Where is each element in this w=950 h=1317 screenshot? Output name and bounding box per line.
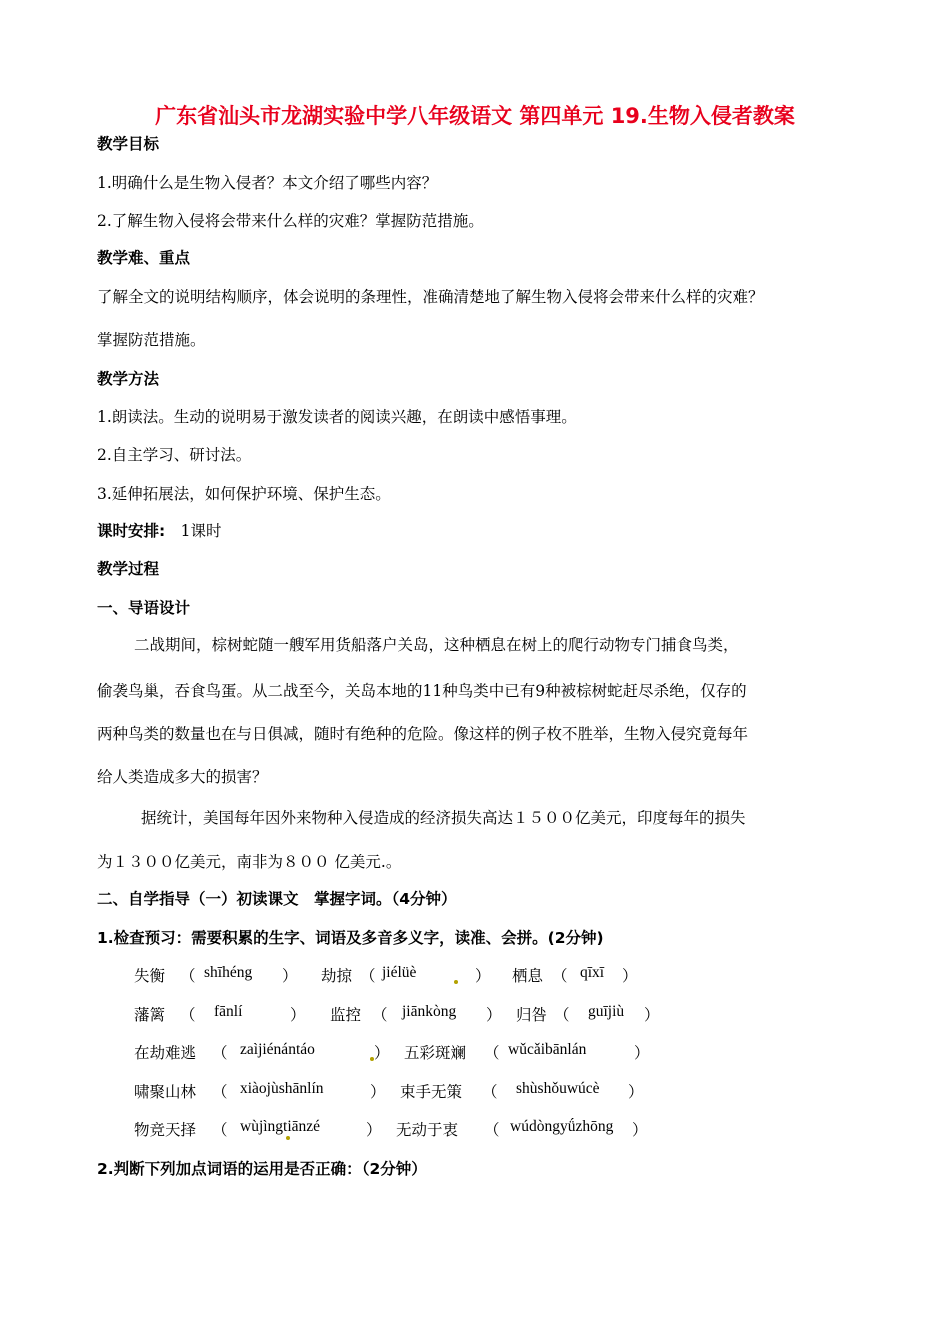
method-item-2: 2.自主学习、研讨法。 [97,446,252,464]
schedule-line [97,519,221,541]
vocab-word: 物竞天择 [134,1121,197,1139]
vocab-pinyin: jiélüè [382,964,417,981]
vocab-word: 五彩斑斓 [404,1044,467,1062]
vocab-pinyin: qīxī [580,964,605,981]
method-item-1: 1.朗读法。生动的说明易于激发读者的阅读兴趣，在朗读中感悟事理。 [97,408,577,426]
vocab-pinyin: xiàojùshānlín [240,1080,324,1097]
task-2-heading [97,1157,427,1179]
vocab-word: 藩篱 [134,1006,166,1024]
vocab-pinyin: wǔcǎibānlán [508,1041,587,1058]
document-page: 广东省汕头市龙湖实验中学八年级语文 第四单元 19.生物入侵者教案 教学目标 1.明确什么是生物入侵者？本文介绍了哪些内容？ 2.了解生物入侵将会带来什么样的灾难？掌握防范措施。 教学难、重点 了解全文的说明结构顺序，体会说明的条理性，准确清楚地了解生物入侵将会带来什么样的灾难？ 掌握防范措施。 教学方法 1.朗读法。生动的说明易于激发读者的阅读兴趣，在朗读中感悟事理。 2.自主学习、研讨法。 3.延伸拓展法，如何保护环境、保护生态。 课时安排: 1课时 教学过程 一、导语设计 二战期间，棕树蛇随一艘军用货船落户关岛，这种栖息在树上的爬行动物专门捕食鸟类， 偷袭鸟巢，吞食鸟蛋。从二战至今，关岛本地的11种鸟类中已有9种被棕树蛇赶尽杀绝，仅存的 两种鸟类的数量也在与日俱减，随时有绝种的危险。像这样的例子枚不胜举，生物入侵究竟每年 给人类造成多大的损害？ 据统计，美国每年因外来物种入侵造成的经济损失高达１５００亿美元，印度每年的损失 为１３００亿美元，南非为８００ 亿美元.。 二、自学指导（一）初读课文 掌握字词。（4分钟） 1.检查预习：需要积累的生字、词语及多音多义字，读准、会拼。(2分钟) 失衡 （ shīhéng ） 劫掠 （ jiélüè ） 栖息 （ qīxī ） 藩篱 （ fānlí ） 监控 （ jiānkòng ） 归咎 （ guījiù ） 在劫难逃 （ zaìjiénántáo ） 五彩斑斓 （ wǔcǎibānlán ） 啸聚山林 （ xiàojùshānlín ） 束手无策 （ shùshǒuwúcè ） 物竞天择 （ wùjìngtiānzé ） 无动于衷 （ wúdòngyǘzhōng ） 2.判断下列加点词语的运用是否正确：（2分钟） [0,0,950,1317]
vocab-word: 无动于衷 [396,1121,459,1139]
vocab-pinyin: guījiù [588,1003,625,1020]
vocab-word: 劫掠 [321,967,353,985]
vocab-pinyin: wúdòngyǘzhōng [510,1118,614,1135]
vocab-word: 归咎 [516,1006,548,1024]
task-2-time: （2分钟） [361,1160,427,1178]
stats-para-line-2: 为１３００亿美元，南非为８００ 亿美元.。 [97,853,402,871]
vocab-word: 在劫难逃 [134,1044,197,1062]
vocab-word: 啸聚山林 [134,1083,197,1101]
document-title: 广东省汕头市龙湖实验中学八年级语文 第四单元 19.生物入侵者教案 [155,104,795,128]
task-2-label: 2.判断下列加点词语的运用是否正确： [97,1160,362,1178]
vocab-pinyin: zaìjiénántáo [240,1041,315,1058]
emphasis-dot [286,1136,290,1140]
key-points-line-2: 掌握防范措施。 [97,331,206,349]
method-item-3: 3.延伸拓展法，如何保护环境、保护生态。 [97,485,391,503]
heading-process: 教学过程 [97,560,160,578]
vocab-pinyin: fānlí [214,1003,243,1020]
intro-para-line-2: 偷袭鸟巢，吞食鸟蛋。从二战至今，关岛本地的11种鸟类中已有9种被棕树蛇赶尽杀绝，仅存的 [97,682,747,700]
key-points-line-1: 了解全文的说明结构顺序，体会说明的条理性，准确清楚地了解生物入侵将会带来什么样的灾难？ [97,288,764,306]
heading-key-points: 教学难、重点 [97,249,191,267]
vocab-pinyin: shīhéng [204,964,253,981]
section-self-study-heading: 二、自学指导（一）初读课文 掌握字词。（4分钟） [97,890,457,908]
vocab-pinyin: wùjìngtiānzé [240,1118,321,1135]
heading-goals: 教学目标 [97,135,160,153]
goal-item-1: 1.明确什么是生物入侵者？本文介绍了哪些内容？ [97,174,438,192]
vocab-word: 栖息 [512,967,544,985]
heading-methods: 教学方法 [97,370,160,388]
task-1-heading: 1.检查预习：需要积累的生字、词语及多音多义字，读准、会拼。(2分钟) [97,929,604,947]
goal-item-2: 2.了解生物入侵将会带来什么样的灾难？掌握防范措施。 [97,212,484,230]
vocab-word: 监控 [330,1006,362,1024]
intro-para-line-1: 二战期间，棕树蛇随一艘军用货船落户关岛，这种栖息在树上的爬行动物专门捕食鸟类， [134,636,739,654]
intro-para-line-4: 给人类造成多大的损害？ [97,768,268,786]
vocab-word: 束手无策 [400,1083,463,1101]
schedule-label: 课时安排: [97,522,166,540]
emphasis-dot [454,980,458,984]
vocab-word: 失衡 [134,967,166,985]
schedule-value: 1课时 [180,522,222,540]
stats-para-line-1: 据统计，美国每年因外来物种入侵造成的经济损失高达１５００亿美元，印度每年的损失 [141,809,746,827]
vocab-pinyin: jiānkòng [402,1003,457,1020]
intro-para-line-3: 两种鸟类的数量也在与日俱减，随时有绝种的危险。像这样的例子枚不胜举，生物入侵究竟每年 [97,725,749,743]
vocab-pinyin: shùshǒuwúcè [516,1080,600,1097]
section-intro-heading: 一、导语设计 [97,599,191,617]
